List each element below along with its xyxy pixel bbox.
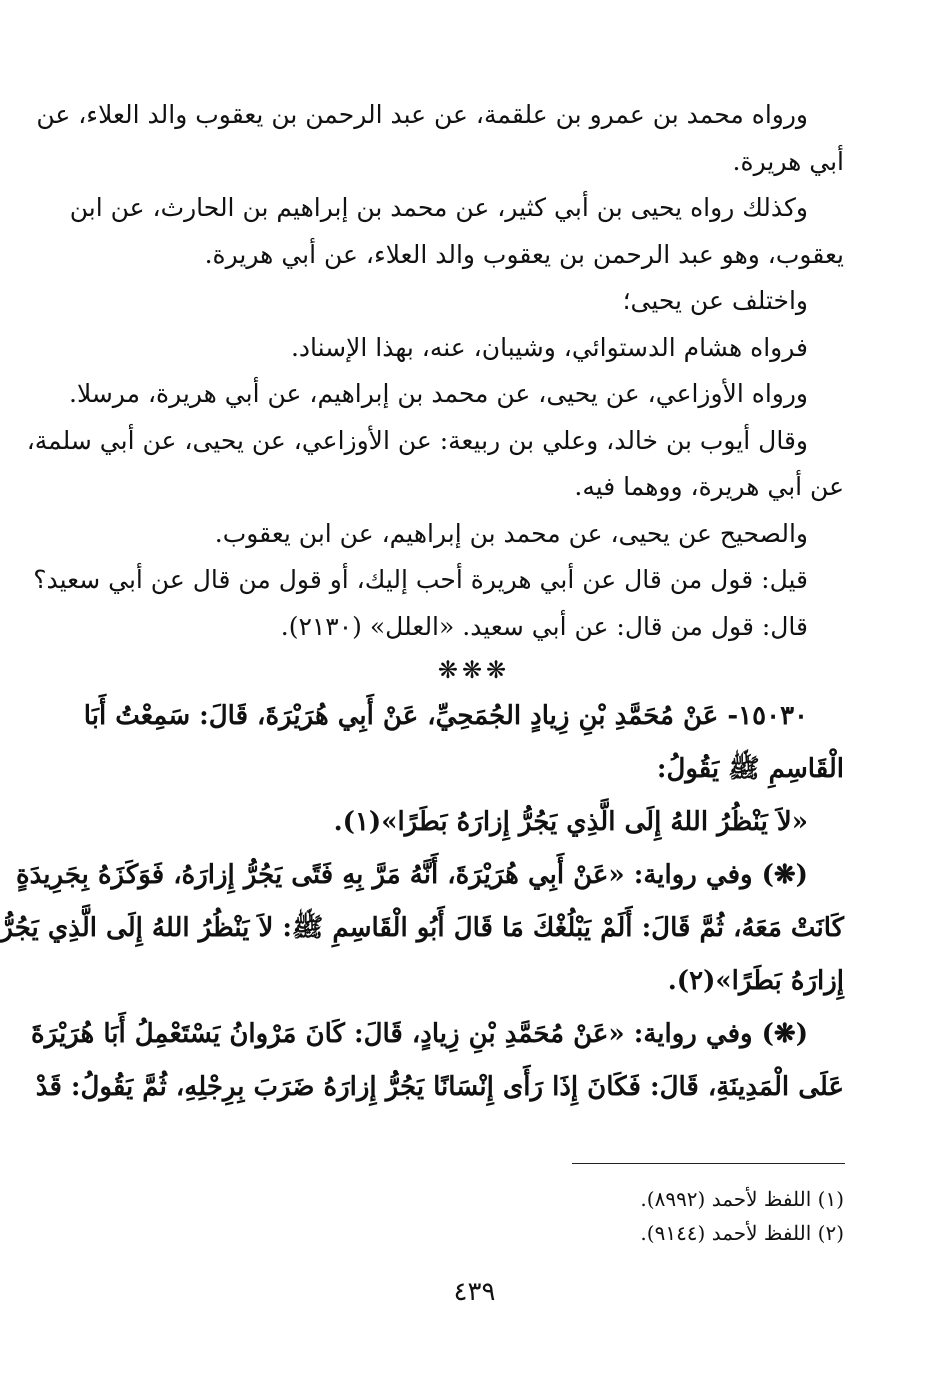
text-line: ورواه الأوزاعي، عن يحيى، عن محمد بن إبراهيم، عن أبي هريرة، مرسلا. xyxy=(69,379,808,408)
text-line: يعقوب، وهو عبد الرحمن بن يعقوب والد العلاء، عن أبي هريرة. xyxy=(204,239,844,269)
text-line: عن أبي هريرة، ووهما فيه. xyxy=(574,472,844,501)
text-line: واختلف عن يحيى؛ xyxy=(622,286,808,315)
text-line: قيل: قول من قال عن أبي هريرة أحب إليك، أو قول من قال عن أبي سعيد؟ xyxy=(33,565,808,594)
text-line: فرواه هشام الدستوائي، وشيبان، عنه، بهذا الإسناد. xyxy=(290,332,808,362)
footnote: (١) اللفظ لأحمد (٨٩٩٢). xyxy=(640,1187,844,1211)
page-number: ٤٣٩ xyxy=(453,1277,496,1307)
page-body xyxy=(0,92,844,1114)
hadith-line: كَانَتْ مَعَهُ، ثُمَّ قَالَ: أَلَمْ يَبْلُغْكَ مَا قَالَ أَبُو الْقَاسِمِ ﷺ: لاَ يَنْظُرُ اللهُ إِلَى الَّذِي يَجُرُّ xyxy=(0,913,844,943)
text-line: قال: قول من قال: عن أبي سعيد. «العلل» (٢١٣٠). xyxy=(280,611,808,641)
footnote-divider xyxy=(572,1163,845,1164)
footnote: (٢) اللفظ لأحمد (٩١٤٤). xyxy=(640,1221,844,1245)
text-line: ورواه محمد بن عمرو بن علقمة، عن عبد الرحمن بن يعقوب والد العلاء، عن xyxy=(36,100,808,129)
text-line: والصحيح عن يحيى، عن محمد بن إبراهيم، عن ابن يعقوب. xyxy=(214,518,808,548)
hadith-line: (❋) وفي رواية: «عَنْ مُحَمَّدِ بْنِ زِيادٍ، قَالَ: كَانَ مَرْوانُ يَسْتَعْمِلُ أَبَا هُرَيْرَةَ xyxy=(31,1019,808,1049)
section-separator: ❋❋❋ xyxy=(437,656,511,684)
text-line: أبي هريرة. xyxy=(732,146,844,176)
footnotes xyxy=(104,1182,844,1250)
hadith-line: الْقَاسِمِ ﷺ يَقُولُ: xyxy=(656,754,844,784)
text-line: وقال أيوب بن خالد، وعلي بن ربيعة: عن الأوزاعي، عن يحيى، عن أبي سلمة، xyxy=(26,425,808,455)
hadith-line: ١٥٠٣٠- عَنْ مُحَمَّدِ بْنِ زِيادٍ الجُمَحِيِّ، عَنْ أَبِي هُرَيْرَةَ، قَالَ: سَمِعْتُ أَبَا xyxy=(83,701,808,731)
hadith-line: عَلَى الْمَدِينَةِ، قَالَ: فَكَانَ إِذَا رَأَى إِنْسَانًا يَجُرُّ إِزارَهُ ضَرَبَ بِرِجْلِهِ، ثُمَّ يَقُولُ: قَدْ xyxy=(35,1072,844,1102)
hadith-line: إِزارَهُ بَطَرًا»(٢). xyxy=(667,966,844,996)
hadith-line: «لاَ يَنْظُرُ اللهُ إِلَى الَّذِي يَجُرُّ إِزارَهُ بَطَرًا»(١). xyxy=(333,807,808,837)
hadith-line: (❋) وفي رواية: «عَنْ أَبِي هُرَيْرَةَ، أَنَّهُ مَرَّ بِهِ فَتًى يَجُرُّ إِزارَهُ، فَوَكَزَهُ بِجَرِيدَةٍ xyxy=(16,860,808,890)
text-line: وكذلك رواه يحيى بن أبي كثير، عن محمد بن إبراهيم بن الحارث، عن ابن xyxy=(69,193,808,222)
